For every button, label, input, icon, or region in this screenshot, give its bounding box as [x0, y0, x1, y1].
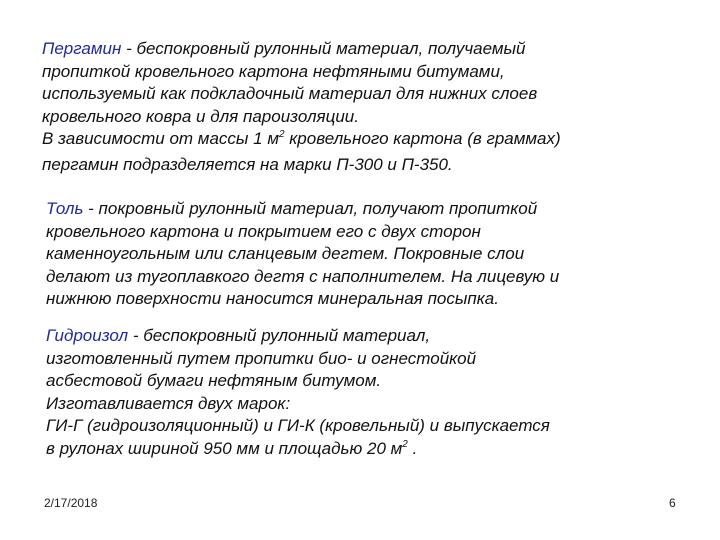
- gidroizol-line-3: асбестовой бумаги нефтяным битумом.: [46, 371, 382, 390]
- pergamin-line-2: пропиткой кровельного картона нефтяными битумами,: [42, 61, 505, 81]
- pergamin-line-3: используемый как подкладочный материал для нижних слоев: [42, 84, 538, 103]
- pergamin-line-6: пергамин подразделяется на марки П-300 и П-350.: [42, 154, 453, 174]
- pergamin-line-1: Пергамин - беспокровный рулонный материал, получаемый: [42, 39, 526, 58]
- pergamin-line-4: кровельного ковра и для пароизоляции.: [42, 106, 359, 126]
- gidroizol-line-1: Гидроизол - беспокровный рулонный материал,: [46, 326, 431, 345]
- gidroizol-line-6: в рулонах шириной 950 мм и площадью 20 $м^2$ .: [46, 438, 418, 458]
- tol-term: Толь: [46, 199, 84, 218]
- gidroizol-term: Гидроизол: [46, 326, 129, 345]
- gidroizol-line-4: Изготавливается двух марок:: [46, 393, 291, 413]
- pergamin-paragraph: [42, 38, 561, 176]
- gidroizol-line-2: изготовленный путем пропитки био- и огнестойкой: [46, 348, 477, 368]
- tol-paragraph: [46, 198, 559, 311]
- tol-line-4: делают из тугоплавкого дегтя с наполнителем. На лицевую и: [46, 266, 560, 286]
- tol-line-3: каменноугольным или сланцевым дегтем. Покровные слои: [46, 244, 525, 263]
- gidroizol-line-5: ГИ-Г (гидроизоляционный) и ГИ-К (кровельный) и выпускается: [46, 416, 550, 435]
- superscript: 2: [402, 438, 408, 450]
- slide-number: 6: [669, 496, 676, 510]
- gidroizol-paragraph: [46, 325, 550, 463]
- tol-line-1: Толь - покровный рулонный материал, получают пропиткой: [46, 199, 538, 218]
- pergamin-line-5: В зависимости от массы 1 $м^2$ кровельного картона (в граммах): [42, 129, 561, 148]
- slide-date: 2/17/2018: [44, 496, 98, 510]
- superscript: 2: [278, 129, 285, 140]
- tol-line-5: нижнюю поверхности наносится минеральная посыпка.: [46, 289, 499, 308]
- pergamin-term: Пергамин: [42, 39, 122, 58]
- tol-line-2: кровельного картона и покрытием его с двух сторон: [46, 221, 481, 241]
